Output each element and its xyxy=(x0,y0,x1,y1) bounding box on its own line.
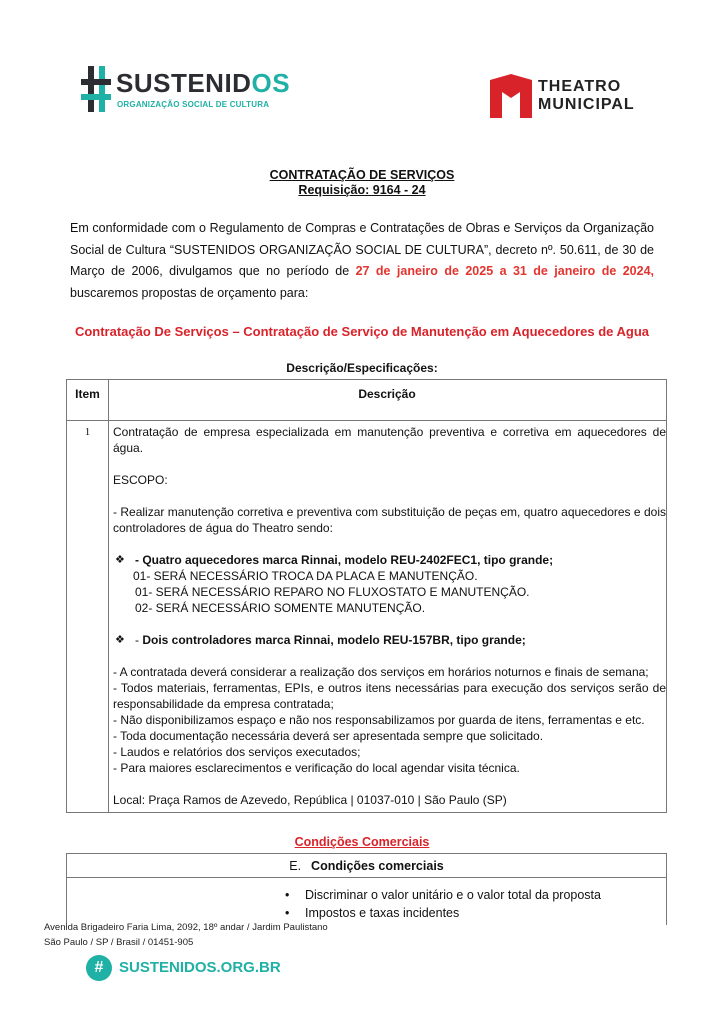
logo-line-2: MUNICIPAL xyxy=(538,96,635,113)
logo-line-1: THEATRO xyxy=(538,78,622,95)
logo-subtitle: ORGANIZAÇÃO SOCIAL DE CULTURA xyxy=(117,100,270,109)
list-item: • Impostos e taxas incidentes xyxy=(285,906,460,920)
note-1: - A contratada deverá considerar a realização dos serviços em horários noturnos e finais de semana; xyxy=(113,665,649,679)
conditions-table xyxy=(66,853,667,925)
document-title: CONTRATAÇÃO DE SERVIÇOS xyxy=(269,168,455,182)
sub-item-1: 01- SERÁ NECESSÁRIO TROCA DA PLACA E MANUTENÇÃO. xyxy=(133,569,478,583)
service-subtitle: Contratação De Serviços – Contratação de Serviço de Manutenção em Aquecedores de Agua xyxy=(74,324,650,339)
row-number: 1 xyxy=(84,426,91,438)
hash-logo-icon xyxy=(80,64,112,114)
desc-paragraph-1: Contratação de empresa especializada em manutenção preventiva e corretiva em aquecedores de água. xyxy=(113,425,666,455)
conditions-heading: E. Condições comerciais xyxy=(289,859,444,873)
escopo-label: ESCOPO: xyxy=(113,473,168,487)
note-6: - Para maiores esclarecimentos e verificação do local agendar visita técnica. xyxy=(113,761,520,775)
logo-wordmark: SUSTENIDOS xyxy=(116,68,291,98)
local-address: Local: Praça Ramos de Azevedo, República | 01037-010 | São Paulo (SP) xyxy=(113,793,507,807)
note-3: - Não disponibilizamos espaço e não nos responsabilizamos por guarda de itens, ferramentas e etc. xyxy=(113,713,645,727)
sub-item-3: 02- SERÁ NECESSÁRIO SOMENTE MANUTENÇÃO. xyxy=(135,601,426,615)
desc-paragraph-2: - Realizar manutenção corretiva e preventiva com substituição de peças em, quatro aquecedores e dois controladores de água do Theatro sendo: xyxy=(113,505,666,535)
bullet-controllers: ❖ - Dois controladores marca Rinnai, modelo REU-157BR, tipo grande; xyxy=(115,633,526,647)
period-highlight: 27 de janeiro de 2025 a 31 de janeiro de 2024, xyxy=(355,264,654,278)
description-cell xyxy=(113,424,666,808)
sustenidos-logo xyxy=(80,62,291,118)
col-header-description: Descrição xyxy=(358,387,416,401)
spec-heading: Descrição/Especificações: xyxy=(286,361,438,375)
note-2: - Todos materiais, ferramentas, EPIs, e outros itens necessárias para execução dos serviços serão de responsabilidade da empresa contratada; xyxy=(113,681,666,711)
note-4: - Toda documentação necessária deverá ser apresentada sempre que solicitado. xyxy=(113,729,544,743)
intro-paragraph: Em conformidade com o Regulamento de Compras e Contratações de Obras e Serviços da Organização Social de Cultura “SUSTENIDOS ORGANIZAÇÃO SOCIAL DE CULTURA”, decreto nº. 50.611, de 30 de Março de 2006, divulgamos que no período de 27 de janeiro de 2025 a 31 de janeiro de 2024, buscaremos propostas de orçamento para: xyxy=(70,221,654,300)
website-link[interactable]: SUSTENIDOS.ORG.BR xyxy=(119,959,281,976)
conditions-list xyxy=(285,886,601,922)
hash-circle-icon: # xyxy=(86,955,112,981)
footer-address: Avenida Brigadeiro Faria Lima, 2092, 18º andar / Jardim Paulistano São Paulo / SP / Brasil / 01451-905 xyxy=(44,922,328,948)
requisition-number: Requisição: 9164 - 24 xyxy=(298,183,426,197)
diamond-bullet-icon: ❖ xyxy=(115,634,125,646)
note-5: - Laudos e relatórios dos serviços executados; xyxy=(113,745,361,759)
spec-table xyxy=(66,379,667,813)
col-header-item: Item xyxy=(75,387,100,401)
theatro-arch-icon xyxy=(490,74,532,118)
list-item: • Discriminar o valor unitário e o valor total da proposta xyxy=(285,888,601,902)
diamond-bullet-icon: ❖ xyxy=(115,554,125,566)
bullet-heaters: ❖ - Quatro aquecedores marca Rinnai, modelo REU-2402FEC1, tipo grande; xyxy=(115,553,554,567)
conditions-title: Condições Comerciais xyxy=(294,835,430,849)
sub-item-2: 01- SERÁ NECESSÁRIO REPARO NO FLUXOSTATO E MANUTENÇÃO. xyxy=(135,585,530,599)
theatro-municipal-logo xyxy=(490,74,660,122)
